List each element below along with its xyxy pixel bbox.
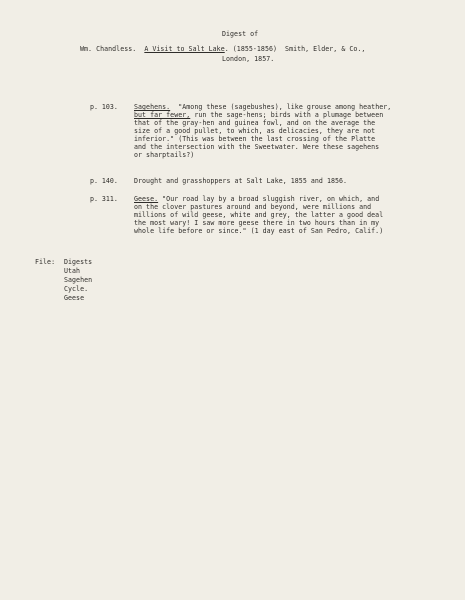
file-item: Geese: [64, 294, 85, 302]
entry-line: Drought and grasshoppers at Salt Lake, 1855 and 1856.: [134, 177, 348, 185]
entry-page-ref: p. 103.: [90, 103, 118, 111]
citation-line: Wm. Chandless. A Visit to Salt Lake. (1855-1856) Smith, Elder, & Co.,: [80, 45, 366, 53]
entry-line: on the clover pastures around and beyond, were millions and: [134, 203, 372, 211]
entry-keyword: Sagehens.: [134, 103, 171, 111]
citation-place-date: London, 1857.: [222, 55, 275, 63]
entry-line: Geese. "Our road lay by a broad sluggish river, on which, and: [134, 195, 380, 203]
entry-line: but far fewer, run the sage-hens; birds with a plumage between: [134, 111, 384, 119]
entry-line: the most wary! I saw more geese there in two hours than in my: [134, 219, 380, 227]
entry-line: that of the gray-hen and guinea fowl, and on the average the: [134, 119, 376, 127]
entry-line: Sagehens. "Among these (sagebushes), like grouse among heather,: [134, 103, 392, 111]
entry-line: whole life before or since." (1 day east of San Pedro, Calif.): [134, 227, 384, 235]
citation-title: A Visit to Salt Lake: [144, 45, 225, 53]
citation-publisher: Smith, Elder, & Co.,: [285, 45, 366, 53]
entry-underlined-phrase: but far fewer,: [134, 111, 191, 119]
file-item: Cycle.: [64, 285, 89, 293]
file-item: Utah: [64, 267, 81, 275]
file-item: Digests: [64, 258, 93, 266]
entry-line: or sharptails?): [134, 151, 195, 159]
entry-line: and the intersection with the Sweetwater. Were these sagehens: [134, 143, 380, 151]
citation-author: Wm. Chandless.: [80, 45, 137, 53]
entry-keyword: Geese.: [134, 195, 159, 203]
digest-heading: Digest of: [222, 30, 259, 38]
entry-line: inferior." (This was between the last crossing of the Platte: [134, 135, 376, 143]
entry-line: size of a good pullet, to which, as delicacies, they are not: [134, 127, 376, 135]
file-item: Sagehen: [64, 276, 93, 284]
file-label: File:: [35, 258, 56, 266]
entry-page-ref: p. 140.: [90, 177, 118, 185]
entry-line: millions of wild geese, white and grey, the latter a good deal: [134, 211, 384, 219]
entry-page-ref: p. 311.: [90, 195, 118, 203]
citation-years: (1855-1856): [232, 45, 277, 53]
